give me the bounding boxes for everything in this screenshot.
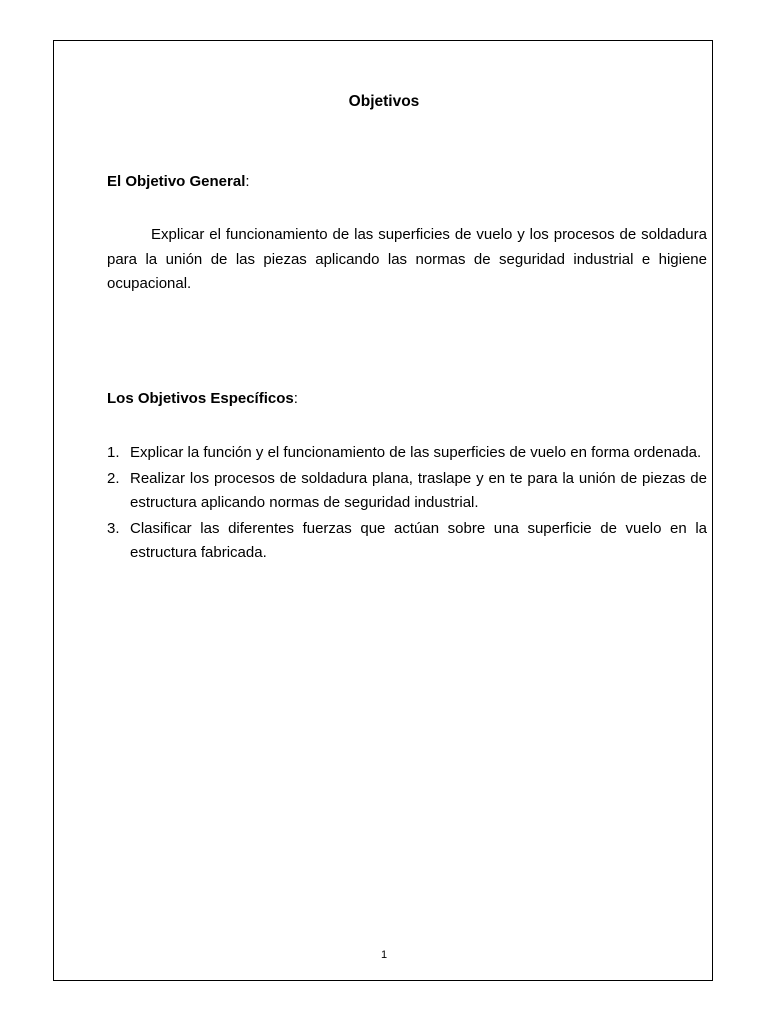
general-objective-heading-colon: : — [245, 173, 250, 190]
list-item — [107, 467, 707, 516]
general-objective-heading — [107, 172, 707, 192]
specific-objectives-list — [107, 441, 707, 567]
list-item-text: Realizar los procesos de soldadura plana, traslape y en te para la unión de piezas de estructura aplicando normas de seguridad industrial. — [130, 469, 707, 511]
specific-objectives-heading-colon: : — [293, 390, 298, 407]
general-objective-heading-text: El Objetivo General — [107, 173, 246, 190]
list-item-number: 2. — [107, 469, 120, 487]
list-item — [107, 441, 707, 466]
list-item-number: 3. — [107, 519, 120, 537]
list-item-text: Explicar la función y el funcionamiento de las superficies de vuelo en forma ordenada. — [130, 444, 702, 461]
list-item — [107, 517, 707, 566]
list-item-text: Clasificar las diferentes fuerzas que actúan sobre una superficie de vuelo en la estructura fabricada. — [130, 519, 707, 561]
page-title: Objetivos — [348, 93, 420, 110]
specific-objectives-heading — [107, 389, 707, 409]
specific-objectives-heading-text: Los Objetivos Específicos — [107, 390, 294, 407]
list-item-number: 1. — [107, 444, 120, 461]
general-objective-paragraph: Explicar el funcionamiento de las superficies de vuelo y los procesos de soldadura para la unión de las piezas aplicando las normas de seguridad industrial e higiene ocupacional. — [107, 226, 707, 292]
page-number: 1 — [380, 949, 388, 961]
